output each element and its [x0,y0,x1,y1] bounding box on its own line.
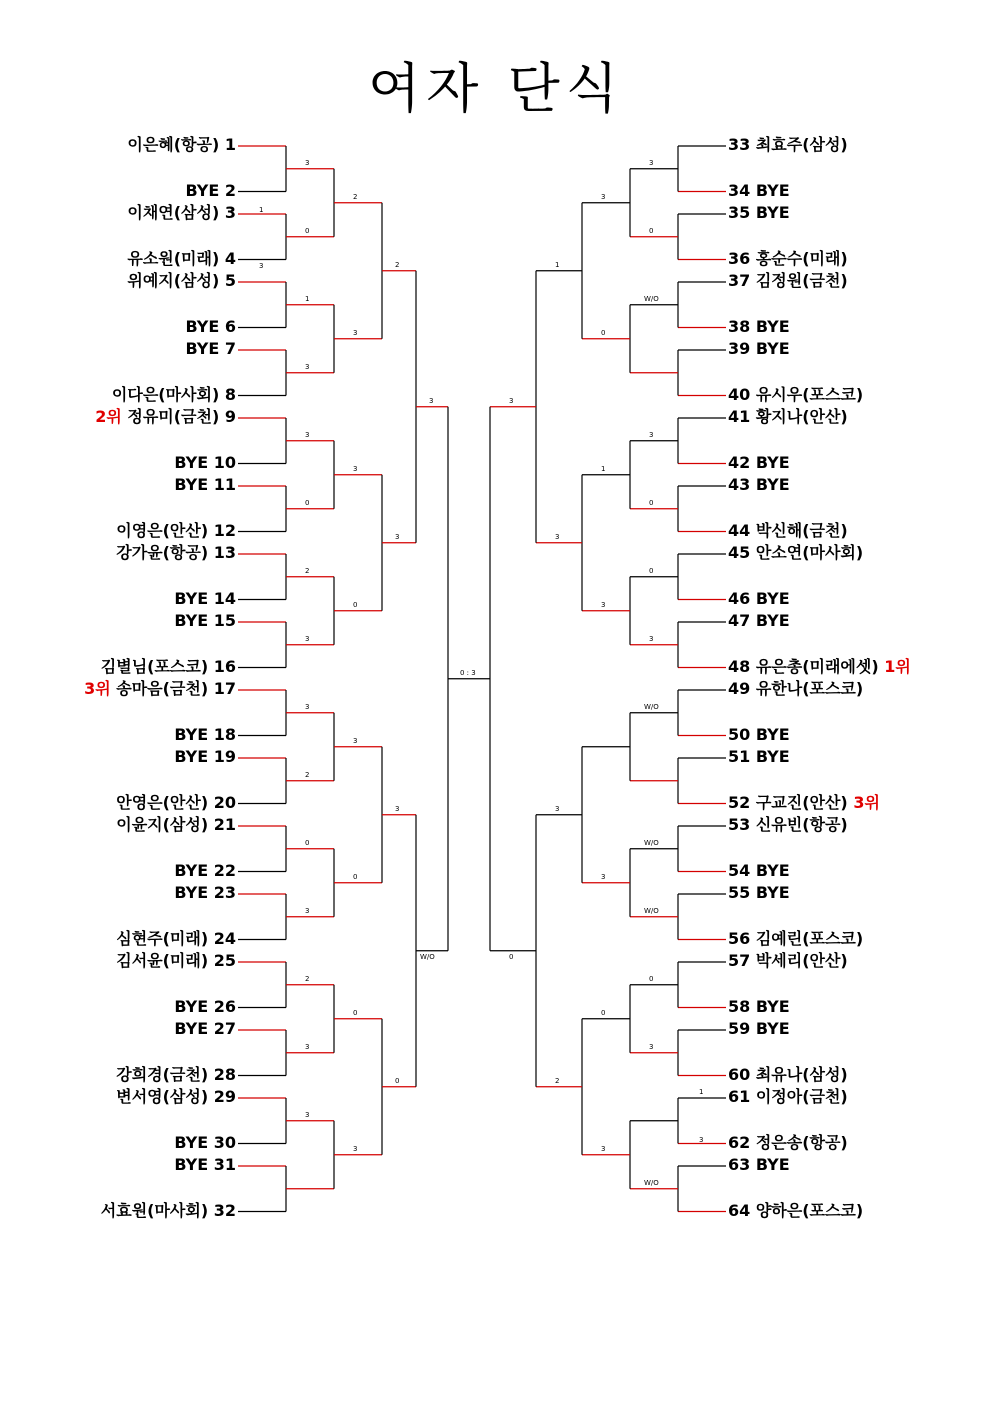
player-name: 이다은(마사회) [111,384,220,404]
seed-number: 49 [728,679,751,698]
player-entry [728,544,863,562]
match-score: 3 [601,192,606,201]
match-score: 0 [353,600,358,609]
player-entry [728,816,848,834]
player-name: BYE [174,611,209,630]
player-name: 황지나(안산) [755,407,848,426]
seed-number: 3 [224,203,236,222]
match-score: 2 [305,974,310,983]
seed-number: 42 [728,452,751,472]
seed-number: 52 [728,792,751,812]
seed-number: 43 [728,475,751,494]
player-name: 최유나(삼성) [755,1064,848,1084]
player-name: BYE [755,339,790,358]
seed-number: 33 [728,135,751,154]
player-entry [174,1020,236,1038]
seed-number: 60 [728,1064,751,1084]
match-score: 3 [601,872,606,881]
player-name: 유은총(미래에셋) [755,656,879,676]
player-name: 안소연(마사회) [755,543,864,562]
player-entry [728,476,790,494]
seed-number: 21 [213,815,236,834]
seed-number: 35 [728,203,751,222]
player-name: BYE [174,883,209,902]
player-entry [728,272,848,290]
player-entry [174,476,236,494]
match-score: 3 [395,532,400,541]
player-entry [728,204,790,222]
seed-number: 7 [224,339,236,358]
match-score: 1 [305,294,310,303]
player-name: BYE [174,724,209,744]
player-entry [174,612,236,630]
player-name: 김서윤(미래) [116,951,209,970]
match-score: 0 [353,1008,358,1017]
player-entry [728,1066,848,1084]
match-score: 0 [353,872,358,881]
seed-number: 28 [213,1064,236,1084]
match-score: 0 [649,566,654,575]
player-entry [728,1202,863,1220]
seed-number: 10 [213,452,236,472]
player-name: BYE [174,1019,209,1038]
player-name: 양하은(포스코) [755,1200,864,1220]
seed-number: 12 [213,520,236,540]
match-score: 3 [305,430,310,439]
player-name: BYE [755,316,790,336]
match-score: 0 [601,1008,606,1017]
match-score: 2 [353,192,358,201]
match-score: 1 [699,1088,704,1096]
seed-number: 18 [213,724,236,744]
seed-number: 6 [224,316,236,336]
seed-number: 64 [728,1200,751,1220]
player-name: BYE [755,611,790,630]
match-score: 3 [305,362,310,371]
player-name: BYE [755,860,790,880]
match-score: 1 [259,206,264,214]
seed-number: 44 [728,520,751,540]
seed-number: 38 [728,316,751,336]
match-score: 3 [649,1042,654,1051]
player-name: 유시우(포스코) [755,384,864,404]
rank-badge: 2위 [95,407,122,426]
player-name: BYE [174,1132,209,1152]
player-entry [728,522,848,540]
player-name: 유소원(미래) [127,248,220,268]
match-score: 3 [305,906,310,915]
match-score: 3 [305,1042,310,1051]
player-name: BYE [755,747,790,766]
seed-number: 41 [728,407,751,426]
player-entry [728,318,790,336]
player-entry [728,748,790,766]
match-score: W/O [644,906,659,915]
match-score: 3 [305,1110,310,1119]
seed-number: 54 [728,860,751,880]
player-name: 서효원(마사회) [100,1200,209,1220]
seed-number: 14 [213,588,236,608]
match-score: 2 [305,770,310,779]
player-name: 이채연(삼성) [127,203,220,222]
seed-number: 15 [213,611,236,630]
match-score: 3 [353,464,358,473]
player-entry [116,930,236,948]
player-name: BYE [755,475,790,494]
player-name: 안영은(안산) [116,792,209,812]
player-name: 김예린(포스코) [755,928,864,948]
player-name: 박신해(금천) [755,520,848,540]
player-name: BYE [185,316,220,336]
seed-number: 26 [213,996,236,1016]
player-name: 이은혜(항공) [127,135,220,154]
seed-number: 46 [728,588,751,608]
seed-number: 30 [213,1132,236,1152]
player-name: 신유빈(항공) [755,815,848,834]
seed-number: 39 [728,339,751,358]
player-name: BYE [755,996,790,1016]
player-entry [116,544,236,562]
seed-number: 19 [213,747,236,766]
player-name: BYE [174,588,209,608]
match-score: 3 [305,634,310,643]
match-score: 3 [555,804,560,813]
seed-number: 27 [213,1019,236,1038]
player-entry [185,182,236,200]
player-entry [174,862,236,880]
seed-number: 51 [728,747,751,766]
match-score: 3 [429,396,434,405]
player-entry [174,1134,236,1152]
seed-number: 22 [213,860,236,880]
player-entry [728,340,790,358]
player-entry [728,612,790,630]
match-score: 0 [305,838,310,847]
match-score: 3 [353,736,358,745]
match-score: W/O [644,1178,659,1187]
seed-number: 58 [728,996,751,1016]
player-name: 정유미(금천) [127,407,220,426]
match-score: 2 [555,1076,560,1085]
seed-number: 31 [213,1155,236,1174]
seed-number: 32 [213,1200,236,1220]
player-name: BYE [755,588,790,608]
player-name: 홍순수(미래) [755,248,848,268]
seed-number: 8 [224,384,236,404]
player-name: 박세리(안산) [755,951,848,970]
player-entry [84,680,236,698]
match-score: 0 [649,226,654,235]
match-score: 3 [395,804,400,813]
player-entry [728,680,863,698]
match-score: 3 [353,328,358,337]
match-score: 0 [649,498,654,507]
match-score: W/O [644,294,659,303]
player-entry [174,998,236,1016]
player-entry [728,454,790,472]
player-entry [116,1088,236,1106]
player-entry [728,930,863,948]
player-name: 심현주(미래) [116,928,209,948]
seed-number: 63 [728,1155,751,1174]
rank-badge: 3위 [84,679,111,698]
player-name: 최효주(삼성) [755,135,848,154]
match-score: 3 [601,1144,606,1153]
player-entry [116,794,236,812]
player-name: 정은송(항공) [755,1132,848,1152]
match-score: 2 [305,566,310,575]
player-entry [174,1156,236,1174]
page-title: 여자 단식 [368,57,624,120]
player-entry [728,726,790,744]
seed-number: 1 [224,135,236,154]
match-score: 3 [305,702,310,711]
player-name: 송마음(금천) [116,679,209,698]
player-name: 구교진(안산) [755,792,848,812]
match-score: 3 [649,634,654,643]
player-name: 김정원(금천) [755,271,848,290]
player-name: 변서영(삼성) [116,1087,209,1106]
player-name: 유한나(포스코) [755,679,864,698]
seed-number: 11 [213,475,236,494]
match-score: 0 [305,498,310,507]
match-score: W/O [644,838,659,847]
player-entry [101,658,236,676]
seed-number: 2 [224,180,236,200]
seed-number: 23 [213,883,236,902]
match-score: 3 [305,158,310,167]
seed-number: 16 [213,656,236,676]
match-score: 3 [649,158,654,167]
seed-number: 36 [728,248,751,268]
seed-number: 17 [213,679,236,698]
seed-number: 4 [224,248,236,268]
player-entry [112,386,236,404]
match-score: 1 [555,260,560,269]
player-name: 김별님(포스코) [100,656,209,676]
player-name: BYE [174,860,209,880]
player-entry [728,1134,848,1152]
seed-number: 48 [728,656,751,676]
player-name: BYE [174,1155,209,1174]
seed-number: 25 [213,951,236,970]
seed-number: 53 [728,815,751,834]
player-entry [174,454,236,472]
match-score: 0 [601,328,606,337]
match-score: 1 [601,464,606,473]
seed-number: 57 [728,951,751,970]
player-entry [728,250,848,268]
player-entry [185,340,236,358]
seed-number: 45 [728,543,751,562]
player-entry [127,136,236,154]
player-name: BYE [755,724,790,744]
seed-number: 40 [728,384,751,404]
player-entry [728,884,790,902]
rank-badge: 1위 [884,656,911,676]
player-entry [728,1020,790,1038]
match-score: 2 [395,260,400,269]
match-score: 3 [649,430,654,439]
player-entry [174,590,236,608]
player-entry [185,318,236,336]
player-entry [116,952,236,970]
seed-number: 24 [213,928,236,948]
player-entry [728,658,911,676]
player-entry [95,408,236,426]
seed-number: 13 [213,543,236,562]
seed-number: 34 [728,180,751,200]
match-score: W/O [644,702,659,711]
player-entry [728,386,863,404]
seed-number: 55 [728,883,751,902]
seed-number: 62 [728,1132,751,1152]
player-name: BYE [174,452,209,472]
player-entry [174,884,236,902]
player-name: BYE [185,339,220,358]
seed-number: 9 [224,407,236,426]
player-name: 이윤지(삼성) [116,815,209,834]
seed-number: 59 [728,1019,751,1038]
match-score: 3 [353,1144,358,1153]
match-score: 3 [259,261,264,270]
player-name: BYE [174,996,209,1016]
player-entry [174,726,236,744]
seed-number: 56 [728,928,751,948]
player-name: BYE [755,1155,790,1174]
player-name: BYE [755,203,790,222]
player-entry [728,1088,848,1106]
player-name: BYE [174,747,209,766]
player-name: 이영은(안산) [116,520,209,540]
match-score: 0 [649,974,654,983]
player-entry [127,272,236,290]
match-score: 0 [509,952,514,961]
rank-badge: 3위 [853,792,880,812]
player-name: BYE [755,452,790,472]
player-entry [728,998,790,1016]
match-score: 0 [305,226,310,235]
player-name: 강가윤(항공) [116,543,209,562]
match-score: 0 [395,1076,400,1085]
player-name: 이정아(금천) [755,1087,848,1106]
player-name: BYE [755,1019,790,1038]
player-entry [728,182,790,200]
player-entry [728,862,790,880]
seed-number: 61 [728,1087,751,1106]
player-entry [174,748,236,766]
match-score: 3 [699,1135,704,1144]
seed-number: 29 [213,1087,236,1106]
player-name: BYE [755,180,790,200]
seed-number: 50 [728,724,751,744]
player-entry [728,408,848,426]
player-entry [728,1156,790,1174]
match-score: 3 [555,532,560,541]
player-entry [101,1202,236,1220]
seed-number: 5 [224,271,236,290]
player-name: BYE [755,883,790,902]
player-entry [116,1066,236,1084]
player-name: BYE [174,475,209,494]
player-name: 위예지(삼성) [127,271,220,290]
match-score: 3 [601,600,606,609]
match-score: W/O [420,952,435,961]
final-score: 0 : 3 [460,668,476,677]
player-name: 강희경(금천) [116,1064,209,1084]
player-entry [728,952,848,970]
player-entry [728,590,790,608]
player-name: BYE [185,180,220,200]
seed-number: 20 [213,792,236,812]
player-entry [116,816,236,834]
match-score: 3 [509,396,514,405]
player-entry [127,204,236,222]
player-entry [127,250,236,268]
player-entry [728,794,880,812]
player-entry [728,136,848,154]
seed-number: 47 [728,611,751,630]
seed-number: 37 [728,271,751,290]
player-entry [116,522,236,540]
